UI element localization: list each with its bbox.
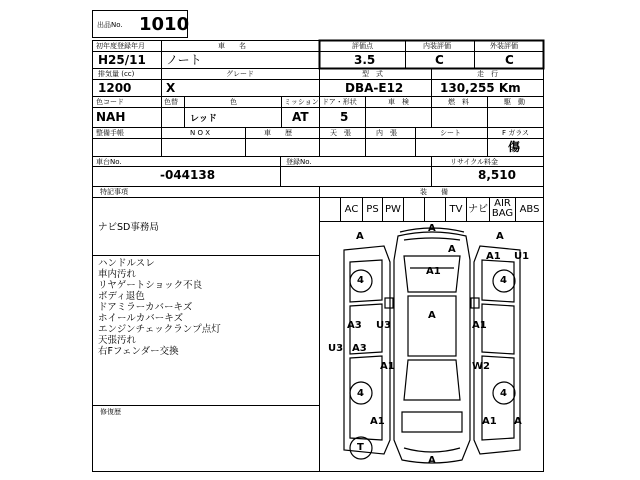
door-count-value: 5 xyxy=(340,110,349,124)
grade-score-label: 評価点 xyxy=(352,42,373,50)
damage-left-rear-wheel: 4 xyxy=(357,388,364,399)
equipment-tv: TV xyxy=(449,204,463,215)
list-item: 天張汚れ xyxy=(98,335,137,346)
grade-value: X xyxy=(166,81,176,95)
damage-right-rear-wheel: 4 xyxy=(500,388,507,399)
car-name-value: ノート xyxy=(166,53,202,67)
transmission-value: AT xyxy=(292,110,309,124)
color-change-label: 色替 xyxy=(164,98,178,106)
maintenance-record-label: 整備手帳 xyxy=(96,129,124,137)
damage-right-rear-corner: A xyxy=(514,416,522,427)
damage-rear-center: A xyxy=(428,455,436,466)
list-item: ホイールカバーキズ xyxy=(98,313,184,324)
damage-spare-tire: T xyxy=(357,442,364,453)
inspection-label: 車 検 xyxy=(388,98,409,106)
color-code-label: 色コード xyxy=(96,98,124,106)
equipment-label: 装 備 xyxy=(420,188,448,196)
mileage-label: 走 行 xyxy=(477,70,498,78)
exterior-rating-label: 外装評価 xyxy=(490,42,518,50)
displacement-value: 1200 xyxy=(98,81,132,95)
transmission-label: ミッション xyxy=(284,98,319,106)
chassis-number-value: -044138 xyxy=(160,168,216,182)
list-item: ボディ退色 xyxy=(98,291,145,302)
lot-number: 1010 xyxy=(139,14,190,35)
damage-roof: A xyxy=(428,310,436,321)
interior-rating-value: C xyxy=(435,53,444,67)
damage-right-front: U1 xyxy=(514,251,530,262)
damage-left-front-door-2: U3 xyxy=(376,320,392,331)
exterior-rating-value: C xyxy=(505,53,514,67)
damage-hood: A1 xyxy=(426,266,441,277)
equipment-ac: AC xyxy=(344,204,359,215)
damage-front-center: A xyxy=(428,223,436,234)
damage-right-fender: A1 xyxy=(486,251,501,262)
recycle-fee-value: 8,510 xyxy=(478,168,516,182)
damage-left-quarter: A1 xyxy=(380,361,395,372)
car-name-label: 車 名 xyxy=(218,42,246,50)
drive-label: 駆 動 xyxy=(504,98,525,106)
front-glass-label: F ガラス xyxy=(502,129,530,137)
color-label: 色 xyxy=(230,98,237,106)
headliner-label: 天 張 xyxy=(330,129,351,137)
vehicle-history-label: 車 歴 xyxy=(264,129,292,137)
interior-trim-label: 内 張 xyxy=(376,129,397,137)
special-notes-label: 特記事項 xyxy=(100,188,128,196)
equipment-navi: ナビ xyxy=(468,204,488,215)
color-value: レッド xyxy=(190,114,217,124)
list-item: ハンドルスレ xyxy=(98,258,155,269)
interior-rating-label: 内装評価 xyxy=(423,42,451,50)
equipment-pw: PW xyxy=(385,204,401,215)
list-item: ドアミラーカバーキズ xyxy=(98,302,193,313)
damage-left-rear-bumper: A1 xyxy=(370,416,385,427)
door-shape-label: ドア・形状 xyxy=(322,98,357,106)
mileage-value: 130,255 Km xyxy=(440,81,521,95)
model-code-label: 型 式 xyxy=(362,70,383,78)
damage-left-rear-door: U3 xyxy=(328,343,344,354)
damage-front-left-fender: A xyxy=(448,244,456,255)
damage-right-front-door: A1 xyxy=(472,320,487,331)
front-glass-value: 傷 xyxy=(508,140,521,154)
lot-number-label: 出品No. xyxy=(97,21,123,29)
displacement-label: 排気量 (cc) xyxy=(98,70,135,78)
grade-score-value: 3.5 xyxy=(354,53,376,67)
damage-left-front-door: A3 xyxy=(347,320,362,331)
first-registration-value: H25/11 xyxy=(98,53,146,67)
dealer-note: ナビSD事務局 xyxy=(98,222,159,233)
recycle-fee-label: リサイクル料金 xyxy=(450,158,499,166)
list-item: リヤゲートショック不良 xyxy=(98,280,203,291)
equipment-ps: PS xyxy=(366,204,379,215)
list-item: 右Fフェンダー交換 xyxy=(98,346,179,357)
repair-history-label: 修復歴 xyxy=(100,408,121,416)
fuel-label: 燃 料 xyxy=(448,98,469,106)
first-registration-label: 初年度登録年月 xyxy=(96,42,145,50)
list-item: 車内汚れ xyxy=(98,269,137,280)
damage-right-rear-bumper: A1 xyxy=(482,416,497,427)
nox-label: N O X xyxy=(190,129,210,137)
equipment-abs: ABS xyxy=(519,204,540,215)
registration-number-label: 登録No. xyxy=(286,158,312,166)
notes-list xyxy=(98,258,221,357)
damage-right-quarter: W2 xyxy=(472,361,490,372)
seat-label: シート xyxy=(440,129,461,137)
list-item: エンジンチェックランプ点灯 xyxy=(98,324,221,335)
color-code-value: NAH xyxy=(96,110,126,124)
damage-left-front-wheel: 4 xyxy=(357,275,364,286)
grade-label: グレード xyxy=(226,70,254,78)
equipment-airbag: AIR BAG xyxy=(491,198,514,219)
chassis-number-label: 車台No. xyxy=(96,158,122,166)
damage-front-right-corner: A xyxy=(496,231,504,242)
damage-front-left-corner: A xyxy=(356,231,364,242)
damage-left-rear-door-2: A3 xyxy=(352,343,367,354)
damage-right-front-wheel: 4 xyxy=(500,275,507,286)
model-code-value: DBA-E12 xyxy=(345,81,404,95)
